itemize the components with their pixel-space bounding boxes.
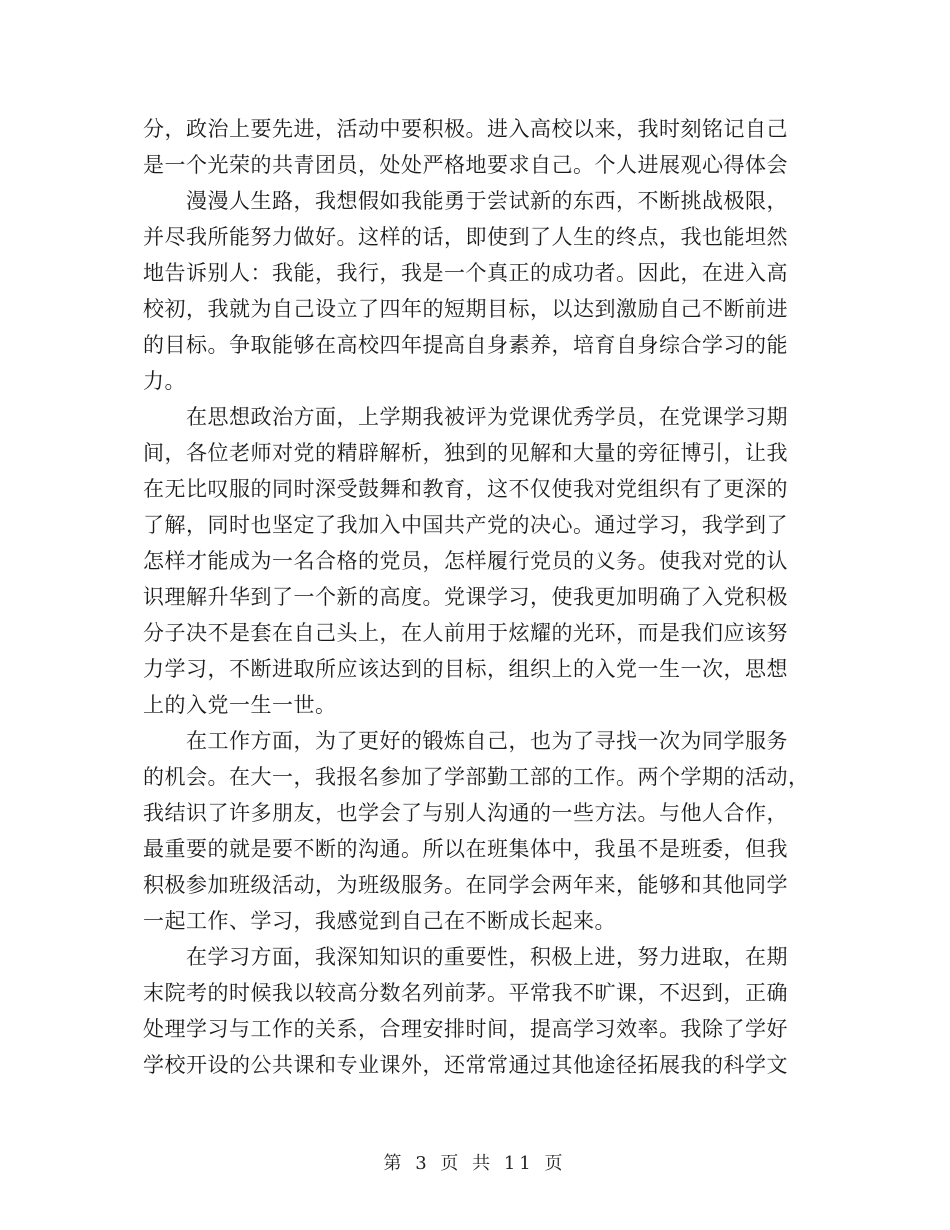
paragraph-first-line: 在学习方面，我深知知识的重要性，积极上进，努力进取，在期 [186, 945, 788, 969]
text-line: 校初，我就为自己设立了四年的短期目标，以达到激励自己不断前进 [143, 297, 788, 321]
text-line: 学校开设的公共课和专业课外，还常常通过其他途径拓展我的科学文 [143, 1053, 788, 1077]
text-line: 分，政治上要先进，活动中要积极。进入高校以来，我时刻铭记自己 [143, 117, 788, 141]
paragraph-first-line: 漫漫人生路，我想假如我能勇于尝试新的东西，不断挑战极限， [186, 189, 788, 213]
text-line: 上的入党一生一世。 [143, 693, 337, 717]
text-line: 分子决不是套在自己头上，在人前用于炫耀的光环，而是我们应该努 [143, 621, 788, 645]
paragraph-first-line: 在思想政治方面，上学期我被评为党课优秀学员，在党课学习期 [186, 405, 788, 429]
text-line: 处理学习与工作的关系，合理安排时间，提高学习效率。我除了学好 [143, 1017, 788, 1041]
text-line: 了解，同时也坚定了我加入中国共产党的决心。通过学习，我学到了 [143, 513, 788, 537]
text-line: 积极参加班级活动，为班级服务。在同学会两年来，能够和其他同学 [143, 873, 788, 897]
paragraph-first-line: 在工作方面，为了更好的锻炼自己，也为了寻找一次为同学服务 [186, 729, 788, 753]
text-line: 力。 [143, 369, 186, 393]
text-line: 最重要的就是要不断的沟通。所以在班集体中，我虽不是班委，但我 [143, 837, 788, 861]
text-line: 的目标。争取能够在高校四年提高自身素养，培育自身综合学习的能 [143, 333, 788, 357]
text-line: 间，各位老师对党的精辟解析，独到的见解和大量的旁征博引，让我 [143, 441, 788, 465]
text-line: 的机会。在大一，我报名参加了学部勤工部的工作。两个学期的活动， [143, 765, 810, 789]
text-line: 力学习，不断进取所应该达到的目标，组织上的入党一生一次，思想 [143, 657, 788, 681]
text-line: 我结识了许多朋友，也学会了与别人沟通的一些方法。与他人合作， [143, 801, 788, 825]
text-line: 末院考的时候我以较高分数名列前茅。平常我不旷课，不迟到，正确 [143, 981, 788, 1005]
text-line: 在无比叹服的同时深受鼓舞和教育，这不仅使我对党组织有了更深的 [143, 477, 788, 501]
text-line: 识理解升华到了一个新的高度。党课学习，使我更加明确了入党积极 [143, 585, 788, 609]
text-line: 是一个光荣的共青团员，处处严格地要求自己。个人进展观心得体会 [143, 153, 788, 177]
text-line: 并尽我所能努力做好。这样的话，即使到了人生的终点，我也能坦然 [143, 225, 788, 249]
text-line: 一起工作、学习，我感觉到自己在不断成长起来。 [143, 909, 616, 933]
text-line: 地告诉别人：我能，我行，我是一个真正的成功者。因此，在进入高 [143, 261, 788, 285]
page-number: 第 3 页 共 11 页 [383, 1153, 567, 1174]
text-line: 怎样才能成为一名合格的党员，怎样履行党员的义务。使我对党的认 [143, 549, 788, 573]
